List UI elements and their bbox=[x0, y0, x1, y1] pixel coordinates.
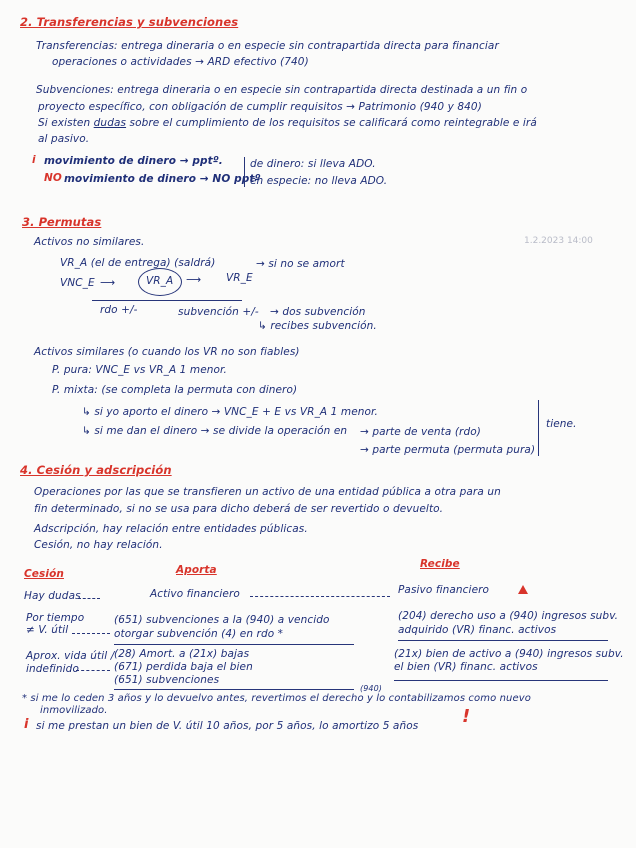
tipo-1-text: movimiento de dinero → pptº. bbox=[44, 155, 223, 167]
no-similares-label: Activos no similares. bbox=[34, 236, 145, 248]
tipo-2-text: movimiento de dinero → NO pptº bbox=[64, 173, 261, 185]
section-2-title: 2. Transferencias y subvenciones bbox=[20, 15, 239, 29]
final-exclamation: ! bbox=[462, 706, 471, 727]
tipo-2-option-a: de dinero: si lleva ADO. bbox=[250, 158, 376, 170]
row-1-middle-leader bbox=[250, 596, 390, 597]
row-1-leader bbox=[78, 598, 100, 599]
final-note: si me prestan un bien de V. útil 10 años, por 5 años, lo amortizo 5 años bbox=[36, 720, 419, 732]
similares-label: Activos similares (o cuando los VR no son fiables) bbox=[34, 346, 300, 358]
row-2-label-1: Por tiempo bbox=[26, 612, 85, 624]
row-1-aporta: Activo financiero bbox=[150, 588, 240, 600]
section-4-intro-1: Operaciones por las que se transfieren un activo de una entidad pública a otra para un bbox=[34, 486, 501, 498]
subvenciones-line-1: Subvenciones: entrega dineraria o en especie sin contrapartida directa destinada a un fin o bbox=[36, 84, 528, 96]
subvencion-label: subvención +/- bbox=[178, 306, 259, 318]
row-2-aporta-1: (651) subvenciones a la (940) a vencido bbox=[114, 614, 330, 626]
adscripcion-definition: Adscripción, hay relación entre entidades públicas. bbox=[34, 523, 308, 535]
tipo-2-option-b: en especie: no lleva ADO. bbox=[250, 175, 388, 187]
col-header-cesion: Cesión bbox=[24, 568, 64, 580]
subvenciones-line-3-pre: Si existen bbox=[38, 117, 91, 129]
vnc-e-label: VNC_E bbox=[60, 277, 95, 289]
bracket-line bbox=[92, 300, 242, 301]
row-3-recibe-underline bbox=[394, 680, 608, 681]
vra-label: VR_A bbox=[146, 275, 174, 287]
row-3-aporta-2: (671) perdida baja el bien bbox=[114, 661, 253, 673]
final-mark: i bbox=[24, 717, 29, 732]
mixta-case-2-permuta: → parte permuta (permuta pura) bbox=[360, 444, 536, 456]
row-2-aporta-2: otorgar subvención (4) en rdo * bbox=[114, 628, 284, 640]
rdo-label: rdo +/- bbox=[100, 304, 138, 316]
row-3-recibe-1: (21x) bien de activo a (940) ingresos subv. bbox=[394, 648, 624, 660]
tiene-note: tiene. bbox=[546, 418, 577, 430]
tipo-2-brace bbox=[244, 157, 245, 187]
row-2-recibe-underline bbox=[398, 640, 608, 641]
section-3-title: 3. Permutas bbox=[22, 215, 102, 229]
row-3-label-2: indefinido bbox=[26, 663, 79, 675]
mixta-case-1: ↳ si yo aporto el dinero → VNC_E + E vs VR_A 1 menor. bbox=[82, 406, 378, 418]
recibe-subvencion-note: ↳ recibes subvención. bbox=[258, 320, 377, 332]
dos-subvencion-note: → dos subvención bbox=[270, 306, 366, 318]
vr-entrega-line: VR_A (el de entrega) (saldrá) bbox=[60, 257, 216, 269]
no-amort-note: → si no se amort bbox=[256, 258, 345, 270]
row-3-aporta-underline bbox=[114, 689, 354, 690]
row-3-label-1: Aprox. vida útil / bbox=[26, 650, 115, 662]
row-2-aporta-underline bbox=[114, 644, 354, 645]
col-header-aporta: Aporta bbox=[176, 564, 217, 576]
note-940-mark: (940) bbox=[360, 684, 383, 693]
transferencias-line-1: Transferencias: entrega dineraria o en especie sin contrapartida directa para financiar bbox=[36, 40, 499, 52]
row-3-aporta-1: (28) Amort. a (21x) bajas bbox=[114, 648, 250, 660]
subvenciones-key-word: dudas bbox=[93, 117, 127, 129]
row-2-label-2: ≠ V. útil bbox=[26, 624, 69, 636]
row-1-recibe: Pasivo financiero bbox=[398, 584, 490, 596]
section-4-intro-2: fin determinado, si no se usa para dicho deberá de ser revertido o devuelto. bbox=[34, 503, 444, 515]
subvenciones-line-3-post: sobre el cumplimiento de los requisitos se calificará como reintegrable e irá bbox=[129, 117, 537, 129]
tiene-brace bbox=[538, 400, 539, 456]
faint-stamp: 1.2.2023 14:00 bbox=[524, 236, 593, 246]
arrow-2: ⟶ bbox=[186, 274, 202, 286]
subvenciones-line-3 bbox=[38, 117, 537, 130]
row-1-label: Hay dudas bbox=[24, 590, 81, 602]
row-3-leader bbox=[76, 670, 110, 671]
row-3-aporta-3: (651) subvenciones bbox=[114, 674, 220, 686]
row-2-recibe-2: adquirido (VR) financ. activos bbox=[398, 624, 557, 636]
permuta-pura: P. pura: VNC_E vs VR_A 1 menor. bbox=[52, 364, 227, 376]
mixta-case-2-venta: → parte de venta (rdo) bbox=[360, 426, 481, 438]
subvenciones-line-4: al pasivo. bbox=[38, 133, 90, 145]
tipo-2-mark: NO bbox=[44, 172, 62, 184]
note-line-1: * si me lo ceden 3 años y lo devuelvo antes, revertimos el derecho y lo contabilizamos como nuevo bbox=[22, 693, 531, 704]
row-2-recibe-1: (204) derecho uso a (940) ingresos subv. bbox=[398, 610, 619, 622]
note-line-2: inmovilizado. bbox=[40, 705, 108, 716]
row-3-recibe-2: el bien (VR) financ. activos bbox=[394, 661, 538, 673]
col-header-recibe: Recibe bbox=[420, 558, 460, 570]
arrow-1: ⟶ bbox=[100, 277, 116, 289]
cesion-definition: Cesión, no hay relación. bbox=[34, 539, 163, 551]
transferencias-line-2: operaciones o actividades → ARD efectivo (740) bbox=[52, 56, 309, 68]
permuta-mixta: P. mixta: (se completa la permuta con dinero) bbox=[52, 384, 298, 396]
tipo-1-mark: i bbox=[32, 154, 36, 166]
mixta-case-2: ↳ si me dan el dinero → se divide la operación en bbox=[82, 425, 348, 437]
section-4-title: 4. Cesión y adscripción bbox=[20, 463, 172, 477]
vre-label: VR_E bbox=[226, 272, 253, 284]
row-2-leader bbox=[72, 633, 110, 634]
warning-icon bbox=[518, 585, 528, 594]
subvenciones-line-2: proyecto específico, con obligación de cumplir requisitos → Patrimonio (940 y 840) bbox=[38, 101, 482, 113]
